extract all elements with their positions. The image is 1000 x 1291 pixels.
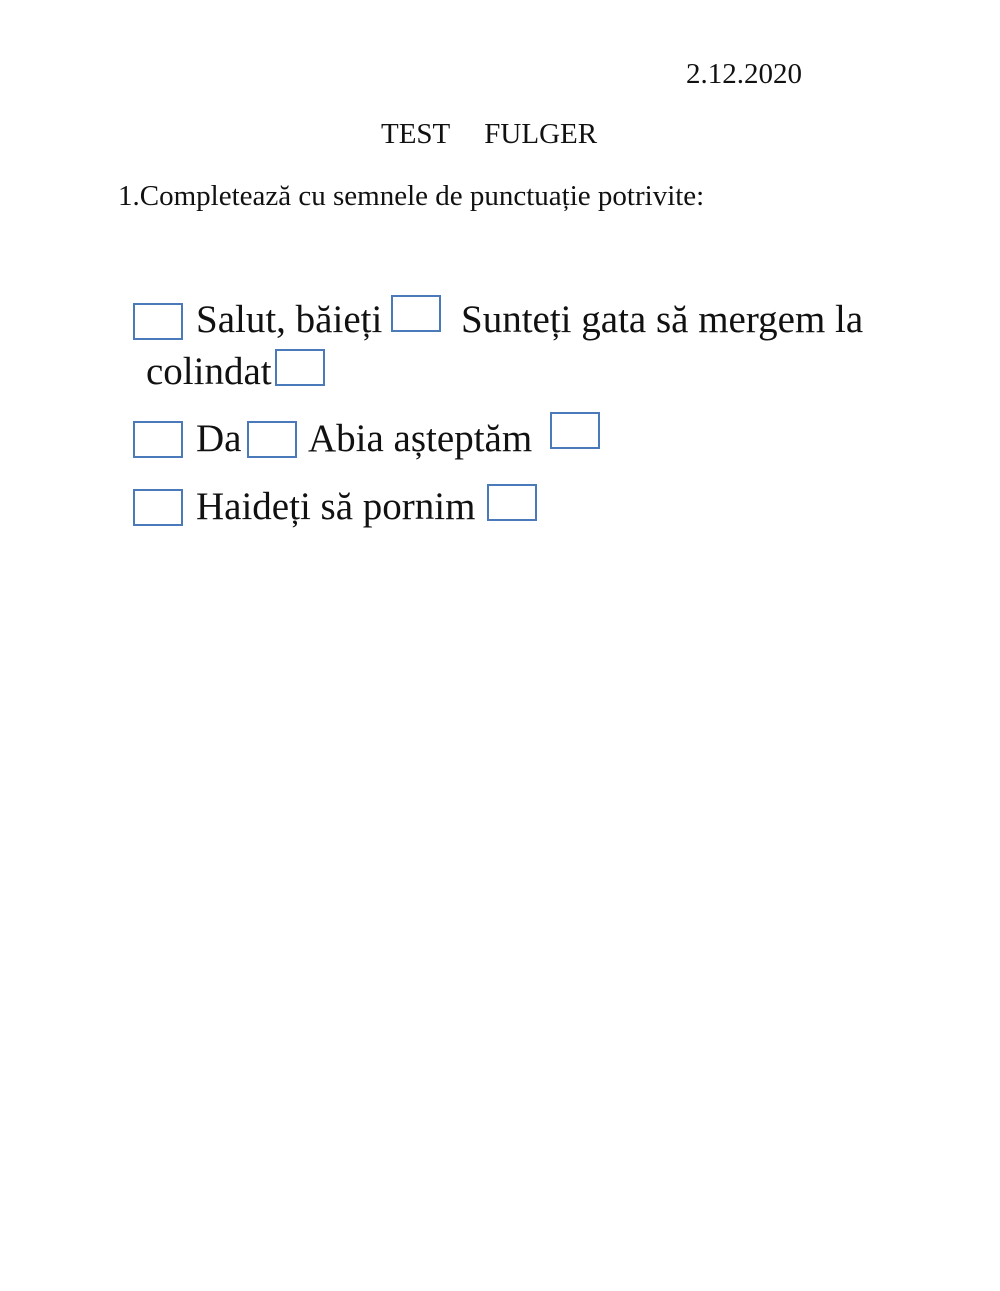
answer-box-7[interactable] xyxy=(133,489,183,526)
answer-box-6[interactable] xyxy=(550,412,600,449)
answer-box-8[interactable] xyxy=(487,484,537,521)
title-word-fulger: FULGER xyxy=(484,118,598,150)
line1-text-salut: Salut, băieți xyxy=(196,298,383,341)
line1-text-colindat: colindat xyxy=(146,350,272,393)
answer-box-1[interactable] xyxy=(133,303,183,340)
answer-box-3[interactable] xyxy=(275,349,325,386)
answer-box-5[interactable] xyxy=(247,421,297,458)
line3-text-haideti: Haideți să pornim xyxy=(196,485,476,528)
line1-text-sunteti: Sunteți gata să mergem la xyxy=(461,298,864,341)
exercise-instruction: 1.Completează cu semnele de punctuație potrivite: xyxy=(118,180,705,212)
line2-text-da: Da xyxy=(196,417,242,460)
line2-text-abia: Abia așteptăm xyxy=(308,417,533,460)
title-word-test: TEST xyxy=(381,118,451,150)
page-title xyxy=(381,118,597,151)
date-label: 2.12.2020 xyxy=(686,58,802,90)
answer-box-2[interactable] xyxy=(391,295,441,332)
answer-box-4[interactable] xyxy=(133,421,183,458)
